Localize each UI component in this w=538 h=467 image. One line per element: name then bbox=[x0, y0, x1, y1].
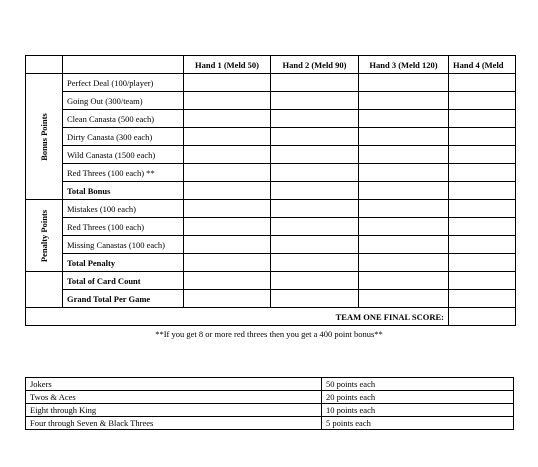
row-label: Wild Canasta (1500 each) bbox=[63, 146, 184, 164]
score-cell[interactable] bbox=[359, 128, 449, 146]
hand-4-header: Hand 4 (Meld bbox=[449, 56, 516, 74]
card-count-label: Total of Card Count bbox=[63, 272, 184, 290]
table-row bbox=[26, 218, 516, 236]
score-cell[interactable] bbox=[359, 74, 449, 92]
header-row bbox=[26, 56, 516, 74]
hand-3-header: Hand 3 (Meld 120) bbox=[359, 56, 449, 74]
score-cell[interactable] bbox=[184, 254, 271, 272]
score-cell[interactable] bbox=[271, 218, 359, 236]
row-label: Mistakes (100 each) bbox=[63, 200, 184, 218]
score-cell[interactable] bbox=[184, 92, 271, 110]
score-cell[interactable] bbox=[449, 272, 516, 290]
card-values-table bbox=[25, 377, 514, 430]
score-cell[interactable] bbox=[449, 182, 516, 200]
score-cell[interactable] bbox=[359, 218, 449, 236]
score-cell[interactable] bbox=[359, 146, 449, 164]
score-cell[interactable] bbox=[184, 128, 271, 146]
score-cell[interactable] bbox=[184, 290, 271, 308]
final-score-row bbox=[26, 308, 516, 326]
score-cell[interactable] bbox=[184, 236, 271, 254]
table-row bbox=[26, 164, 516, 182]
score-cell[interactable] bbox=[359, 272, 449, 290]
score-cell[interactable] bbox=[449, 128, 516, 146]
score-cell[interactable] bbox=[271, 164, 359, 182]
card-points: 50 points each bbox=[322, 378, 514, 391]
score-cell[interactable] bbox=[184, 74, 271, 92]
score-cell[interactable] bbox=[449, 164, 516, 182]
score-cell[interactable] bbox=[184, 182, 271, 200]
table-row bbox=[26, 391, 514, 404]
score-cell[interactable] bbox=[359, 92, 449, 110]
table-row bbox=[26, 290, 516, 308]
empty-side-cell bbox=[26, 272, 63, 308]
score-cell[interactable] bbox=[184, 218, 271, 236]
score-cell[interactable] bbox=[271, 110, 359, 128]
score-cell[interactable] bbox=[271, 290, 359, 308]
card-name: Eight through King bbox=[26, 404, 322, 417]
score-cell[interactable] bbox=[449, 92, 516, 110]
row-label: Missing Canastas (100 each) bbox=[63, 236, 184, 254]
corner-cell bbox=[26, 56, 63, 74]
score-cell[interactable] bbox=[184, 110, 271, 128]
table-row bbox=[26, 182, 516, 200]
table-row bbox=[26, 110, 516, 128]
score-cell[interactable] bbox=[359, 110, 449, 128]
card-points: 20 points each bbox=[322, 391, 514, 404]
score-cell[interactable] bbox=[359, 182, 449, 200]
table-row bbox=[26, 272, 516, 290]
card-points: 10 points each bbox=[322, 404, 514, 417]
score-cell[interactable] bbox=[359, 290, 449, 308]
score-cell[interactable] bbox=[359, 164, 449, 182]
score-cell[interactable] bbox=[449, 146, 516, 164]
row-label: Red Threes (100 each) bbox=[63, 218, 184, 236]
score-cell[interactable] bbox=[449, 200, 516, 218]
table-row bbox=[26, 200, 516, 218]
score-cell[interactable] bbox=[449, 290, 516, 308]
table-row bbox=[26, 74, 516, 92]
score-cell[interactable] bbox=[359, 254, 449, 272]
card-name: Jokers bbox=[26, 378, 322, 391]
bonus-section-label: Bonus Points bbox=[26, 74, 63, 200]
score-cell[interactable] bbox=[449, 236, 516, 254]
row-label: Clean Canasta (500 each) bbox=[63, 110, 184, 128]
score-cell[interactable] bbox=[449, 254, 516, 272]
grand-total-label: Grand Total Per Game bbox=[63, 290, 184, 308]
row-label: Red Threes (100 each) ** bbox=[63, 164, 184, 182]
row-label: Dirty Canasta (300 each) bbox=[63, 128, 184, 146]
score-cell[interactable] bbox=[271, 146, 359, 164]
score-cell[interactable] bbox=[449, 74, 516, 92]
table-row bbox=[26, 92, 516, 110]
final-score-label: TEAM ONE FINAL SCORE: bbox=[26, 308, 449, 326]
table-row bbox=[26, 146, 516, 164]
card-name: Four through Seven & Black Threes bbox=[26, 417, 322, 430]
table-row bbox=[26, 404, 514, 417]
score-cell[interactable] bbox=[184, 272, 271, 290]
hand-1-header: Hand 1 (Meld 50) bbox=[184, 56, 271, 74]
score-table bbox=[25, 55, 516, 326]
score-cell[interactable] bbox=[271, 74, 359, 92]
penalty-section-label: Penalty Points bbox=[26, 200, 63, 272]
table-row bbox=[26, 417, 514, 430]
score-cell[interactable] bbox=[271, 272, 359, 290]
score-cell[interactable] bbox=[271, 200, 359, 218]
score-cell[interactable] bbox=[359, 200, 449, 218]
corner-cell bbox=[63, 56, 184, 74]
score-cell[interactable] bbox=[271, 128, 359, 146]
table-row bbox=[26, 128, 516, 146]
table-row bbox=[26, 254, 516, 272]
score-cell[interactable] bbox=[184, 146, 271, 164]
score-cell[interactable] bbox=[271, 92, 359, 110]
total-penalty-label: Total Penalty bbox=[63, 254, 184, 272]
score-cell[interactable] bbox=[271, 182, 359, 200]
score-cell[interactable] bbox=[359, 236, 449, 254]
score-cell[interactable] bbox=[184, 200, 271, 218]
card-points: 5 points each bbox=[322, 417, 514, 430]
bonus-note: **If you get 8 or more red threes then you get a 400 point bonus** bbox=[155, 329, 383, 339]
row-label: Going Out (300/team) bbox=[63, 92, 184, 110]
table-row bbox=[26, 378, 514, 391]
score-cell[interactable] bbox=[449, 110, 516, 128]
hand-2-header: Hand 2 (Meld 90) bbox=[271, 56, 359, 74]
final-score-cell[interactable] bbox=[449, 308, 516, 326]
score-cell[interactable] bbox=[271, 236, 359, 254]
row-label: Perfect Deal (100/player) bbox=[63, 74, 184, 92]
card-name: Twos & Aces bbox=[26, 391, 322, 404]
score-cell[interactable] bbox=[449, 218, 516, 236]
table-row bbox=[26, 236, 516, 254]
score-cell[interactable] bbox=[271, 254, 359, 272]
score-cell[interactable] bbox=[184, 164, 271, 182]
total-bonus-label: Total Bonus bbox=[63, 182, 184, 200]
